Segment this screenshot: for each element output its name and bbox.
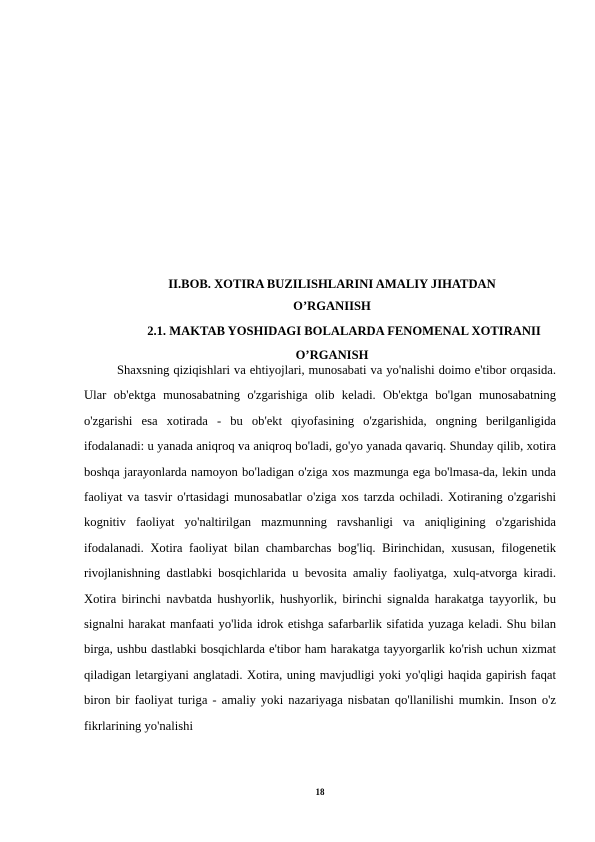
section-title-line-1: 2.1. MAKTAB YOSHIDAGI BOLALARDA FENOMENAL XOTIRANII bbox=[147, 324, 541, 338]
body-paragraph: Shaxsning qiziqishlari va ehtiyojlari, munosabati va yo'nalishi doimo e'tibor orqasida. Ular ob'ektga munosabatning o'zgarishiga olib keladi. Ob'ektga bo'lgan munosabatning o'zgarishi esa xotirada - bu ob'ekt qiyofasining o'zgarishida, ongning berilganligida ifodalanadi: u yanada aniqroq va aniqroq bo'ladi, go'yo yanada qavariq. Shunday qilib, xotira boshqa jarayonlarda namoyon bo'ladigan o'ziga xos mazmunga ega bo'lmasa-da, lekin unda faoliyat va tasvir o'rtasidagi munosabatlar o'ziga xos tarzda ochiladi. Xotiraning o'zgarishi kognitiv faoliyat yo'naltirilgan mazmunning ravshanligi va aniqligining o'zgarishida ifodalanadi. Xotira faoliyat bilan chambarchas bog'liq. Birinchidan, xususan, filogenetik rivojlanishning dastlabki bosqichlarida u bevosita amaliy faoliyatga, xulq-atvorga kiradi. Xotira birinchi navbatda hushyorlik, hushyorlik, birinchi signalda harakatga tayyorlik, bu signalni harakat manfaati yo'lida idrok etishga safarbarlik sifatida yuzaga keladi. Shu bilan birga, ushbu dastlabki bosqichlarda e'tibor ham harakatga tayyorgarlik ko'rish uchun xizmat qiladigan letargiyani anglatadi. Xotira, uning mavjudligi yoki yo'qligi haqida gapirish faqat biron bir faoliyat turiga - amaliy yoki nazariyaga nisbatan qo'llanilishi mumkin. Inson o'z fikrlarining yo'nalishi bbox=[84, 363, 556, 733]
page-number: 18 bbox=[315, 787, 325, 797]
section-title-line-2: O’RGANISH bbox=[295, 348, 369, 362]
chapter-title-line-1: II.BOB. XOTIRA BUZILISHLARINI AMALIY JIHATDAN bbox=[168, 277, 496, 291]
chapter-title-line-2: O’RGANIISH bbox=[293, 299, 371, 313]
